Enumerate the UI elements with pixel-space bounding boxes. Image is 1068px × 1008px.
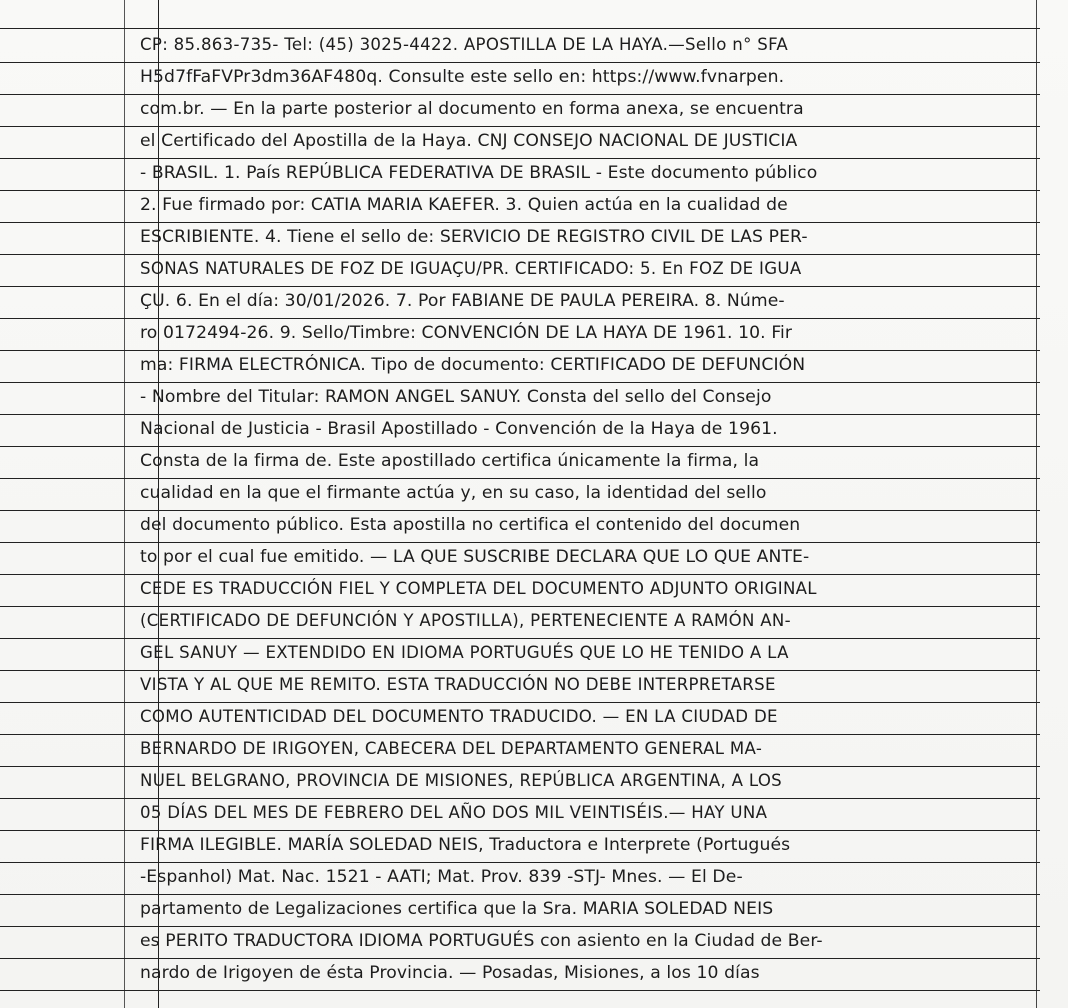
text-line: nardo de Irigoyen de ésta Provincia. — Posadas, Misiones, a los 10 días <box>140 963 760 983</box>
ruled-line <box>0 28 1040 29</box>
text-line: to por el cual fue emitido. — LA QUE SUSCRIBE DECLARA QUE LO QUE ANTE- <box>140 547 810 567</box>
text-line: ro 0172494-26. 9. Sello/Timbre: CONVENCIÓN DE LA HAYA DE 1961. 10. Fir <box>140 323 793 343</box>
text-line: COMO AUTENTICIDAD DEL DOCUMENTO TRADUCIDO. — EN LA CIUDAD DE <box>140 707 778 726</box>
text-line: CP: 85.863-735- Tel: (45) 3025-4422. APOSTILLA DE LA HAYA.—Sello n° SFA <box>140 35 789 54</box>
text-line: partamento de Legalizaciones certifica que la Sra. MARIA SOLEDAD NEIS <box>140 899 774 919</box>
text-line: 2. Fue firmado por: CATIA MARIA KAEFER. 3. Quien actúa en la cualidad de <box>140 195 788 215</box>
ruled-line <box>0 990 1040 991</box>
text-line: FIRMA ILEGIBLE. MARÍA SOLEDAD NEIS, Traductora e Interprete (Portugués <box>140 835 791 855</box>
text-line: 05 DÍAS DEL MES DE FEBRERO DEL AÑO DOS MIL VEINTISÉIS.— HAY UNA <box>140 803 768 822</box>
text-line: - BRASIL. 1. País REPÚBLICA FEDERATIVA DE BRASIL - Este documento público <box>140 163 818 183</box>
text-line: com.br. — En la parte posterior al documento en forma anexa, se encuentra <box>140 99 804 119</box>
right-edge-line <box>1036 0 1037 1008</box>
text-line: Consta de la firma de. Este apostillado certifica únicamente la firma, la <box>140 451 760 471</box>
text-line: NUEL BELGRANO, PROVINCIA DE MISIONES, REPÚBLICA ARGENTINA, A LOS <box>140 771 783 790</box>
text-line: el Certificado del Apostilla de la Haya. CNJ CONSEJO NACIONAL DE JUSTICIA <box>140 131 798 151</box>
text-line: del documento público. Esta apostilla no certifica el contenido del documen <box>140 515 801 535</box>
text-line: SONAS NATURALES DE FOZ DE IGUAÇU/PR. CERTIFICADO: 5. En FOZ DE IGUA <box>140 259 802 278</box>
text-line: - Nombre del Titular: RAMON ANGEL SANUY. Consta del sello del Consejo <box>140 387 772 407</box>
text-line: CEDE ES TRADUCCIÓN FIEL Y COMPLETA DEL DOCUMENTO ADJUNTO ORIGINAL <box>140 579 817 598</box>
text-line: GEL SANUY — EXTENDIDO EN IDIOMA PORTUGUÉS QUE LO HE TENIDO A LA <box>140 643 789 662</box>
text-line: es PERITO TRADUCTORA IDIOMA PORTUGUÉS con asiento en la Ciudad de Ber- <box>140 931 823 951</box>
text-line: H5d7fFaFVPr3dm36AF480q. Consulte este sello en: https://www.fvnarpen. <box>140 67 785 87</box>
text-line: (CERTIFICADO DE DEFUNCIÓN Y APOSTILLA), PERTENECIENTE A RAMÓN AN- <box>140 611 791 630</box>
text-line: cualidad en la que el firmante actúa y, en su caso, la identidad del sello <box>140 483 767 503</box>
text-line: Nacional de Justicia - Brasil Apostillado - Convención de la Haya de 1961. <box>140 419 778 439</box>
margin-line-outer <box>124 0 125 1008</box>
text-line: ESCRIBIENTE. 4. Tiene el sello de: SERVICIO DE REGISTRO CIVIL DE LAS PER- <box>140 227 808 247</box>
text-line: ÇU. 6. En el día: 30/01/2026. 7. Por FABIANE DE PAULA PEREIRA. 8. Núme- <box>140 291 785 311</box>
text-line: VISTA Y AL QUE ME REMITO. ESTA TRADUCCIÓN NO DEBE INTERPRETARSE <box>140 675 776 694</box>
text-line: -Espanhol) Mat. Nac. 1521 - AATI; Mat. Prov. 839 -STJ- Mnes. — El De- <box>140 867 743 887</box>
text-line: BERNARDO DE IRIGOYEN, CABECERA DEL DEPARTAMENTO GENERAL MA- <box>140 739 763 758</box>
text-line: ma: FIRMA ELECTRÓNICA. Tipo de documento: CERTIFICADO DE DEFUNCIÓN <box>140 355 806 375</box>
